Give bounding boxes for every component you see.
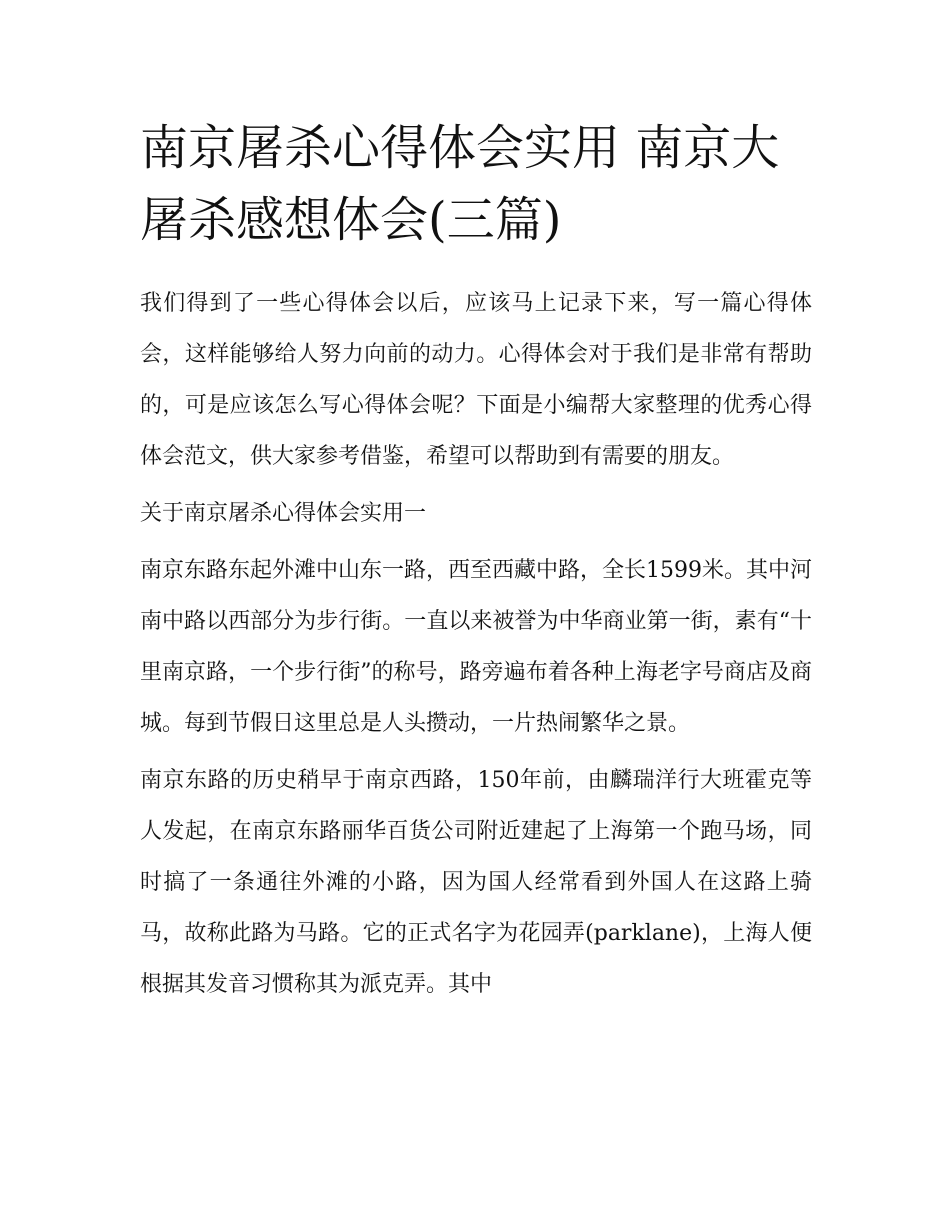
body-paragraph: 南京东路的历史稍早于南京西路，150年前，由麟瑞洋行大班霍克等人发起，在南京东路丽华百货公司附近建起了上海第一个跑马场，同时搞了一条通往外滩的小路，因为国人经常看到外国人在这路上骑马，故称此路为马路。它的正式名字为花园弄(parklane)，上海人便根据其发音习惯称其为派克弄。其中	[140, 768, 812, 997]
intro-paragraph: 我们得到了一些心得体会以后，应该马上记录下来，写一篇心得体会，这样能够给人努力向前的动力。心得体会对于我们是非常有帮助的，可是应该怎么写心得体会呢？下面是小编帮大家整理的优秀心得体会范文，供大家参考借鉴，希望可以帮助到有需要的朋友。	[140, 291, 812, 469]
section-heading: 关于南京屠杀心得体会实用一	[140, 501, 427, 526]
document-title: 南京屠杀心得体会实用 南京大屠杀感想体会(三篇)	[140, 120, 780, 248]
document-page	[140, 112, 812, 1016]
document-body	[140, 278, 812, 1010]
body-paragraph: 南京东路东起外滩中山东一路，西至西藏中路，全长1599米。其中河南中路以西部分为步行街。一直以来被誉为中华商业第一街，素有“十里南京路，一个步行街”的称号，路旁遍布着各种上海老字号商店及商城。每到节假日这里总是人头攒动，一片热闹繁华之景。	[140, 558, 812, 736]
